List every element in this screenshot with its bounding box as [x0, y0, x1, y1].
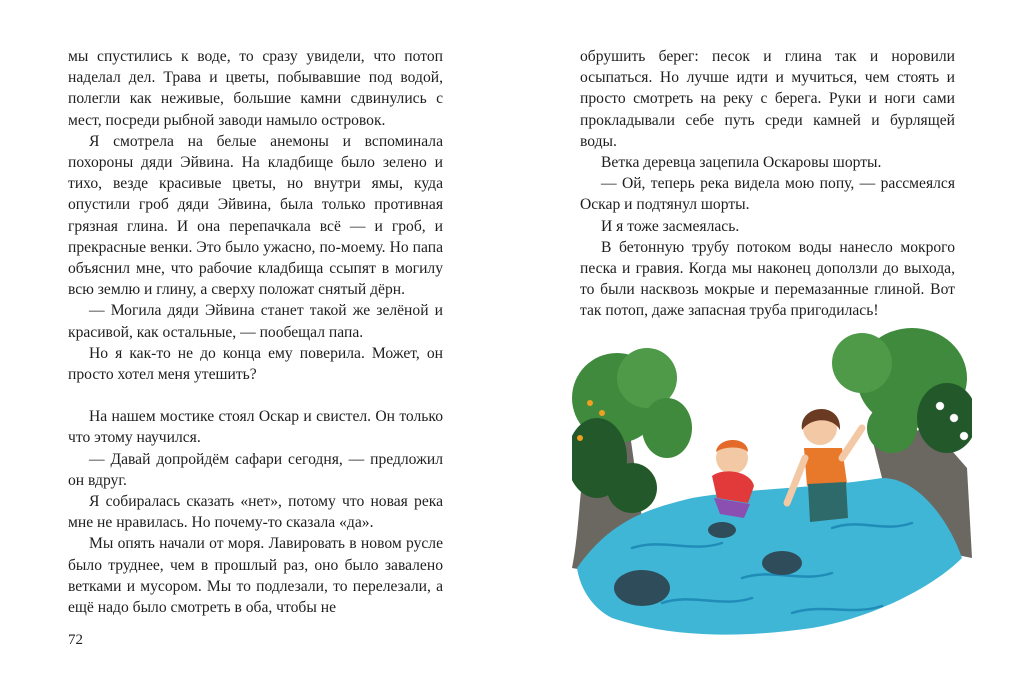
- paragraph: Мы опять начали от моря. Лавировать в новом русле было труднее, чем в прошлый раз, оно было завалено ветками и мусором. Мы то подлезали, то перелезали, а ещё надо было смотреть в оба, чтобы не: [68, 535, 443, 617]
- page-number: 72: [68, 632, 83, 648]
- river-illustration: [572, 318, 972, 640]
- right-foliage: [832, 328, 972, 453]
- paragraph: обрушить берег: песок и глина так и норовили осыпаться. Но лучше идти и мучиться, чем стоять и просто смотреть на реку с берега. Руки и ноги сами прокладывали себе путь среди камней и бурлящей воды.: [580, 48, 955, 150]
- right-page-text: [580, 46, 955, 322]
- paragraph: В бетонную трубу потоком воды нанесло мокрого песка и гравия. Когда мы наконец доползли до выхода, то были насквозь мокрые и перемазанные глиной. Вот так потоп, даже запасная труба пригодилась!: [580, 238, 955, 320]
- paragraph: Я смотрела на белые анемоны и вспоминала похороны дяди Эйвина. На кладбище было зелено и тихо, везде красивые цветы, но внутри ямы, куда опустили гроб дяди Эйвина, была только противная грязная глина. И она перепачкала всё — и гроб, и прекрасные венки. Это было ужасно, по-моему. Но папа объяснил мне, что рабочие кладбища ссыпят в могилу всю землю и глину, а сверху положат снятый дёрн.: [68, 132, 443, 299]
- left-page-text: [68, 46, 443, 618]
- paragraph: — Ой, теперь река видела мою попу, — рассмеялся Оскар и подтянул шорты.: [580, 175, 955, 214]
- paragraph: И я тоже засмеялась.: [601, 217, 740, 235]
- paragraph: Но я как-то не до конца ему поверила. Может, он просто хотел меня утешить?: [68, 344, 443, 384]
- paragraph: — Давай допройдём сафари сегодня, — предложил он вдруг.: [68, 450, 443, 489]
- paragraph: На нашем мостике стоял Оскар и свистел. Он только что этому научился.: [68, 408, 443, 447]
- paragraph: мы спустились к воде, то сразу увидели, что потоп наделал дел. Трава и цветы, побывавшие под водой, полегли как неживые, большие камни сдвинулись с мест, посреди рыбной заводи намыло островок.: [68, 48, 443, 129]
- left-foliage: [572, 348, 692, 513]
- right-page: [512, 0, 1024, 688]
- paragraph: — Могила дяди Эйвина станет такой же зелёной и красивой, как остальные, — пообещал папа.: [68, 302, 443, 341]
- paragraph: Я собиралась сказать «нет», потому что новая река мне не нравилась. Но почему-то сказала «да».: [68, 493, 443, 532]
- paragraph: Ветка деревца зацепила Оскаровы шорты.: [601, 154, 882, 172]
- boy-figure: [712, 440, 754, 518]
